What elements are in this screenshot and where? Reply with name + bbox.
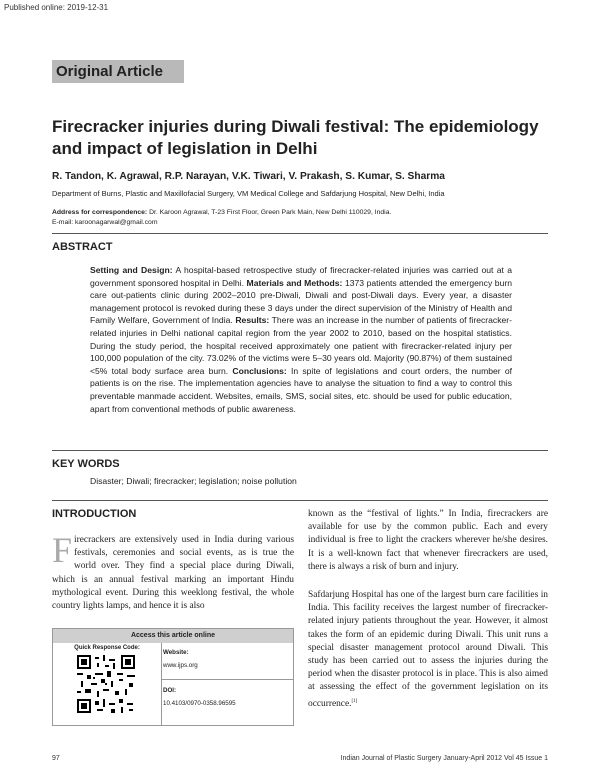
correspondence-address: Dr. Karoon Agrawal, T-23 First Floor, Green Park Main, New Delhi 110029, India. — [149, 209, 392, 216]
qr-label: Quick Response Code: — [74, 645, 140, 651]
abstract-setting-label: Setting and Design: — [90, 265, 173, 275]
abstract-conclusions-label: Conclusions: — [232, 365, 287, 376]
introduction-heading: INTRODUCTION — [52, 508, 137, 520]
reference-marker[interactable]: [1] — [351, 698, 358, 704]
drop-cap: F — [52, 530, 73, 570]
abstract-methods-label: Materials and Methods: — [246, 277, 343, 288]
journal-footer: Indian Journal of Plastic Surgery January-April 2012 Vol 45 Issue 1 — [340, 755, 548, 762]
qr-code-icon[interactable] — [77, 655, 135, 713]
correspondence-label: Address for correspondence: — [52, 209, 148, 216]
published-date: Published online: 2019-12-31 — [4, 3, 109, 12]
intro-right-text: Safdarjung Hospital has one of the largest burn care facilities in India. This facility receives the largest number of firecracker-related injury patients throughout the year. However, it almost takes the form of an epidemic during Diwali. This unit runs a special disaster management protocol around Diwali. This study has been carried out to assess the injuries during the period when the disaster protocol is in place. This is also aimed at assessing the effect of the government legislation on its occurrence. — [308, 590, 548, 709]
access-article-box — [52, 628, 294, 726]
divider — [52, 500, 548, 501]
qr-cell — [53, 643, 162, 725]
abstract-setting-text: A hospital-based retrospective study of firecracker-related injuries was carried out at a government sponsored hospital in Delhi. — [90, 265, 512, 288]
divider — [52, 450, 548, 451]
abstract-heading: ABSTRACT — [52, 241, 113, 253]
abstract-results-label: Results: — [235, 315, 270, 326]
section-label: Original Article — [52, 60, 184, 83]
intro-right-paragraph-1: known as the “festival of lights.” In India, firecrackers are available for use by the common public. Each and every individual is free to light the crackers wherever he/she desires. It is a well-known fact that whenever firecrackers are used, there is always a risk of burn and injury. — [308, 509, 548, 572]
doi-label: DOI: — [163, 687, 177, 694]
page-number: 97 — [52, 755, 60, 762]
doi-value[interactable]: 10.4103/0970-0358.96595 — [163, 700, 236, 707]
website-link[interactable]: www.ijps.org — [163, 662, 198, 669]
department: Department of Burns, Plastic and Maxillofacial Surgery, VM Medical College and Safdarjung Hospital, New Delhi, India — [52, 189, 445, 198]
abstract-body — [90, 264, 512, 415]
abstract-conclusions-text: In spite of legislations and court orders, the number of patients is on the rise. The implementation agencies have to analyse the situation to find a way to control this preventable manmade accident. Websites, emails, SMS, social sites, etc. should be used for public education, apart from conventional methods of public awareness. — [90, 365, 513, 414]
correspondence-email[interactable]: E-mail: karoonagarwal@gmail.com — [52, 219, 158, 226]
keywords-heading: KEY WORDS — [52, 458, 120, 470]
article-title: Firecracker injuries during Diwali festival: The epidemiology and impact of legislation in Delhi — [52, 117, 539, 158]
intro-left-text: irecrackers are extensively used in India during various festivals, ceremonies and social events, as is true the world over. They find a special place during Diwali, which is an annual festival marking an important Hindu mythological event. During this weeklong festival, the whole country lights lamps, and hence it is also — [52, 535, 294, 612]
intro-left-column — [52, 530, 294, 613]
access-box-header: Access this article online — [53, 629, 293, 643]
website-label: Website: — [163, 649, 189, 656]
authors: R. Tandon, K. Agrawal, R.P. Narayan, V.K. Tiwari, V. Prakash, S. Kumar, S. Sharma — [52, 171, 445, 182]
intro-right-paragraph-2 — [308, 589, 548, 711]
divider — [161, 679, 293, 680]
correspondence — [52, 208, 391, 228]
divider — [52, 233, 548, 234]
abstract-methods-text: 1373 patients attended the emergency burn care out-patients clinic during 2002–2010 pre-Diwali, Diwali and post-Diwali days. Every year, a disaster management protocol is revoked during these 3 days under the direct supervision of the Ministry of Health and Family Welfare, Government of India. — [90, 277, 513, 326]
keywords-text: Disaster; Diwali; firecracker; legislation; noise pollution — [90, 476, 297, 486]
abstract-results-text: There was an increase in the number of patients of firecracker-related injuries in Delhi national capital region from the year 2002 to 2010, based on the hospital statistics. During the study period, the hospital received approximately one patient with firecracker-related injury per 100,000 population of the city. 73.02% of the victims were 5–30 years old. Majority (90.87%) of them sustained <5% total body surface area burn. — [90, 315, 513, 376]
